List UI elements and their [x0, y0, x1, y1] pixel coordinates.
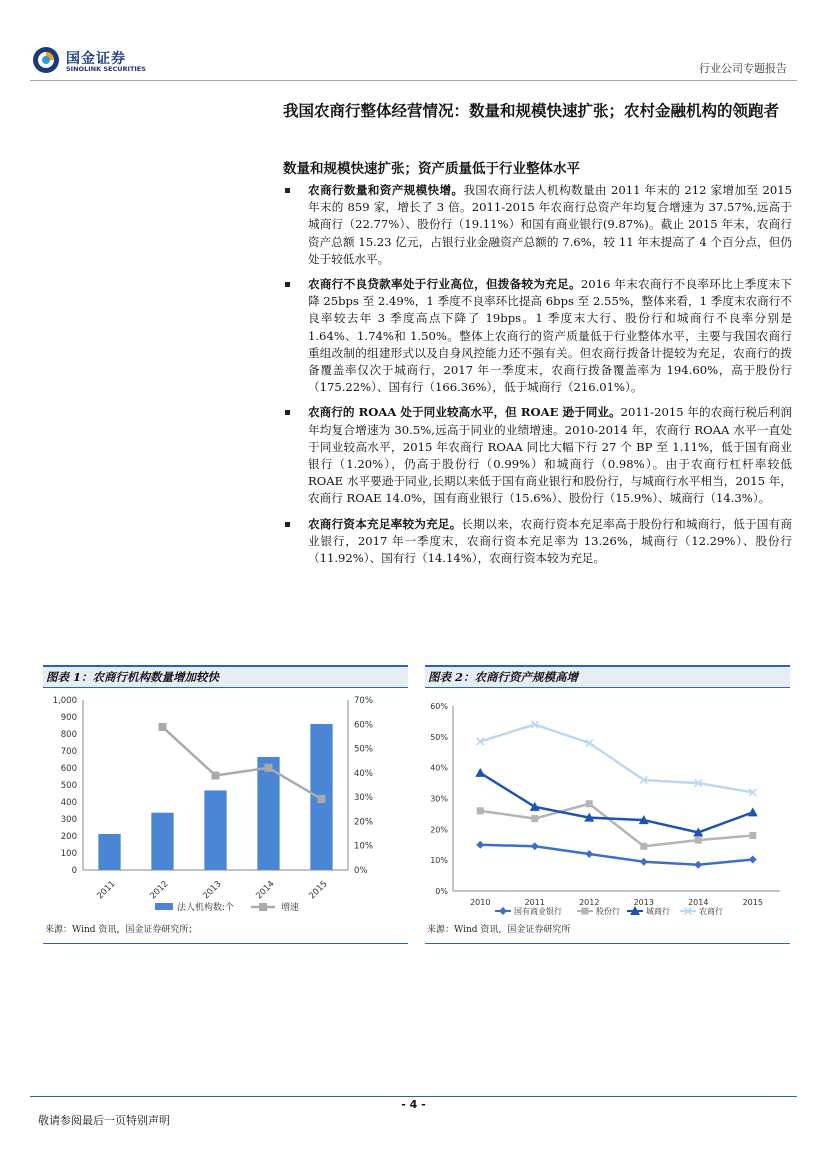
- y-left-tick-label: 200: [60, 832, 77, 842]
- bullet-item: [308, 516, 792, 568]
- growth-point: [159, 723, 167, 731]
- series-line-3: [480, 725, 753, 793]
- y-right-tick-label: 70%: [354, 696, 373, 706]
- series-point-1: [695, 837, 702, 844]
- company-logo: [32, 46, 162, 78]
- figure-2-title: 图表 2：农商行资产规模高增: [425, 665, 790, 688]
- bullet-square-icon: [285, 188, 290, 193]
- y-left-tick-label: 300: [60, 815, 77, 825]
- bullet-text: 2016 年末农商行不良率环比上季度末下降 25bps 至 2.49%，1 季度不良率环比提高 6bps 至 2.55%，整体来看，1 季度末农商行不良率较去年 3 季度高点下降了 19bps。1 季度末大行、股份行和城商行不良率分别是 1.64%、1.74%和 1.50%。整体上农商行的资产质量低于行业整体水平，主要与我国农商行重组改制的组建形式以及自身风控能力还不强有关。但农商行拨备计提较为充足，农商行的拨备覆盖率仅次于城商行，2017 年一季度末，农商行拨备覆盖率为 194.60%，高于股份行（175.22%）、国有行（166.36%），低于城商行（216.01%）。: [308, 277, 792, 395]
- y-left-tick-label: 700: [60, 747, 77, 757]
- bar-2013: [204, 790, 226, 870]
- y-tick-label: 10%: [430, 856, 448, 866]
- legend-bar-label: 法人机构数:个: [177, 903, 235, 913]
- bullet-square-icon: [285, 522, 290, 527]
- legend-label-1: 股份行: [596, 907, 620, 916]
- series-point-0: [585, 850, 593, 858]
- bullet-text: 我国农商行法人机构数量由 2011 年末的 212 家增加至 2015 年末的 859 家，增长了 3 倍。2011-2015 年农商行总资产年均复合增速为 37.57%,远高于城商行（22.77%）、股份行（19.11%）和国有商业银行(9.87%)。截止 2015 年末，农商行资产总额 15.23 亿元，占银行业金融资产总额的 7.6%，较 11 年末提高了 4 个百分点，但仍处于较低水平。: [308, 183, 792, 266]
- growth-point: [265, 764, 273, 772]
- figure-2-chart: [425, 688, 790, 918]
- bullet-item: [308, 182, 792, 268]
- legend-marker-1: [582, 908, 589, 915]
- y-tick-label: 40%: [430, 763, 448, 773]
- y-right-tick-label: 50%: [354, 744, 373, 755]
- figure-1: [43, 665, 408, 944]
- series-point-1: [477, 807, 484, 814]
- x-tick-label: 2011: [524, 898, 545, 907]
- y-left-tick-label: 100: [60, 849, 77, 859]
- series-point-0: [694, 861, 702, 869]
- section-heading: 我国农商行整体经营情况：数量和规模快速扩张；农村金融机构的领跑者: [283, 101, 780, 120]
- series-point-1: [749, 832, 756, 839]
- header-divider: [30, 80, 797, 81]
- figure-1-bottom-rule: [43, 943, 408, 944]
- series-point-1: [640, 843, 647, 850]
- subsection-heading: 数量和规模快速扩张；资产质量低于行业整体水平: [283, 161, 580, 177]
- y-left-tick-label: 600: [60, 764, 77, 774]
- growth-point: [318, 795, 326, 803]
- y-tick-label: 50%: [430, 732, 448, 742]
- footer-disclaimer: 敬请参阅最后一页特别声明: [38, 1114, 170, 1127]
- figure-2-bottom-rule: [425, 943, 790, 944]
- bullet-lead: 农商行的 ROAA 处于同业较高水平，但 ROAE 逊于同业。: [308, 405, 621, 420]
- y-right-tick-label: 60%: [354, 720, 373, 731]
- series-point-0: [749, 856, 757, 864]
- y-left-tick-label: 500: [60, 781, 77, 791]
- y-tick-label: 30%: [430, 794, 448, 804]
- x-tick-label: 2014: [254, 879, 277, 902]
- legend-label-0: 国有商业银行: [514, 907, 562, 916]
- growth-point: [212, 772, 220, 780]
- bullet-item: [308, 276, 792, 396]
- y-right-tick-label: 0%: [354, 866, 368, 876]
- legend-marker-0: [499, 907, 507, 915]
- x-tick-label: 2013: [201, 879, 224, 902]
- figure-2-source: 来源：Wind 资讯，国金证券研究所: [427, 925, 571, 935]
- x-tick-label: 2014: [688, 898, 709, 907]
- bar-2014: [257, 757, 279, 870]
- growth-line: [163, 727, 322, 799]
- legend-line-marker: [259, 903, 267, 911]
- legend-label-3: 农商行: [699, 907, 723, 916]
- y-left-tick-label: 1,000: [52, 696, 77, 706]
- y-left-tick-label: 0: [71, 866, 77, 876]
- logo-text-cn: 国金证券: [66, 51, 126, 67]
- bullet-list: [308, 182, 792, 575]
- y-right-tick-label: 30%: [354, 793, 373, 804]
- bullet-item: [308, 404, 792, 507]
- series-point-2: [475, 768, 485, 777]
- bullet-lead: 农商行数量和资产规模快增。: [308, 183, 464, 197]
- legend-label-2: 城商行: [646, 907, 670, 916]
- x-tick-label: 2012: [148, 879, 171, 902]
- bullet-text: 长期以来，农商行资本充足率高于股份行和城商行，低于国有商业银行，2017 年一季度末，农商行资本充足率为 13.26%，城商行（12.29%）、股份行（11.92%）、国有行（14.14%），农商行资本较为充足。: [308, 516, 792, 566]
- bullet-text: 2011-2015 年的农商行税后利润年均复合增速为 30.5%,远高于同业的业绩增速。2010-2014 年，农商行 ROAA 水平一直处于同业较高水平，2015 年农商行 ROAA 同比大幅下行 27 个 BP 至 1.11%，低于国有商业银行（1.20%），仍高于股份行（0.99%）和城商行（0.98%）。由于农商行杠杆率较低 ROAE 水平要逊于同业,长期以来低于国有商业银行和股份行，与城商行水平相当，2015 年，农商行 ROAE 14.0%，国有商业银行（15.6%）、股份行（15.9%）、城商行（14.3%）。: [308, 405, 792, 506]
- series-point-0: [531, 842, 539, 850]
- legend-line-label: 增速: [281, 903, 300, 913]
- series-point-1: [531, 815, 538, 822]
- y-left-tick-label: 900: [60, 713, 77, 723]
- bullet-square-icon: [285, 282, 290, 287]
- x-tick-label: 2015: [742, 898, 763, 907]
- y-right-tick-label: 40%: [354, 768, 373, 779]
- y-tick-label: 60%: [430, 702, 448, 711]
- x-tick-label: 2012: [579, 898, 600, 907]
- footer-divider: [30, 1096, 797, 1097]
- series-line-0: [480, 845, 753, 865]
- figure-1-source: 来源：Wind 资讯，国金证券研究所；: [45, 925, 198, 935]
- bullet-lead: 农商行不良贷款率处于行业高位，但拨备较为充足。: [308, 277, 581, 292]
- logo-mark-icon: [32, 46, 60, 74]
- series-point-2: [748, 807, 758, 816]
- figure-1-chart: [43, 688, 408, 918]
- x-tick-label: 2010: [470, 898, 491, 907]
- bar-2011: [98, 834, 120, 870]
- series-point-0: [476, 841, 484, 849]
- figure-2: [425, 665, 790, 944]
- x-tick-label: 2013: [633, 898, 654, 907]
- y-right-tick-label: 20%: [354, 817, 373, 828]
- y-left-tick-label: 800: [60, 730, 77, 740]
- bullet-square-icon: [285, 410, 290, 415]
- page-number: - 4 -: [401, 1098, 426, 1111]
- series-point-1: [586, 800, 593, 807]
- y-tick-label: 20%: [430, 825, 448, 835]
- y-tick-label: 0%: [435, 887, 448, 896]
- bar-2012: [151, 813, 173, 870]
- y-right-tick-label: 10%: [354, 841, 373, 852]
- logo-text-en: SINOLINK SECURITIES: [66, 65, 146, 73]
- bullet-lead: 农商行资本充足率较为充足。: [308, 516, 462, 531]
- x-tick-label: 2011: [95, 879, 118, 902]
- legend-bar-swatch: [155, 903, 173, 910]
- series-line-1: [480, 804, 753, 847]
- series-point-0: [640, 858, 648, 866]
- x-tick-label: 2015: [307, 879, 330, 902]
- report-type-label: 行业公司专题报告: [699, 62, 787, 75]
- figure-1-title: 图表 1：农商行机构数量增加较快: [43, 665, 408, 688]
- y-left-tick-label: 400: [60, 798, 77, 808]
